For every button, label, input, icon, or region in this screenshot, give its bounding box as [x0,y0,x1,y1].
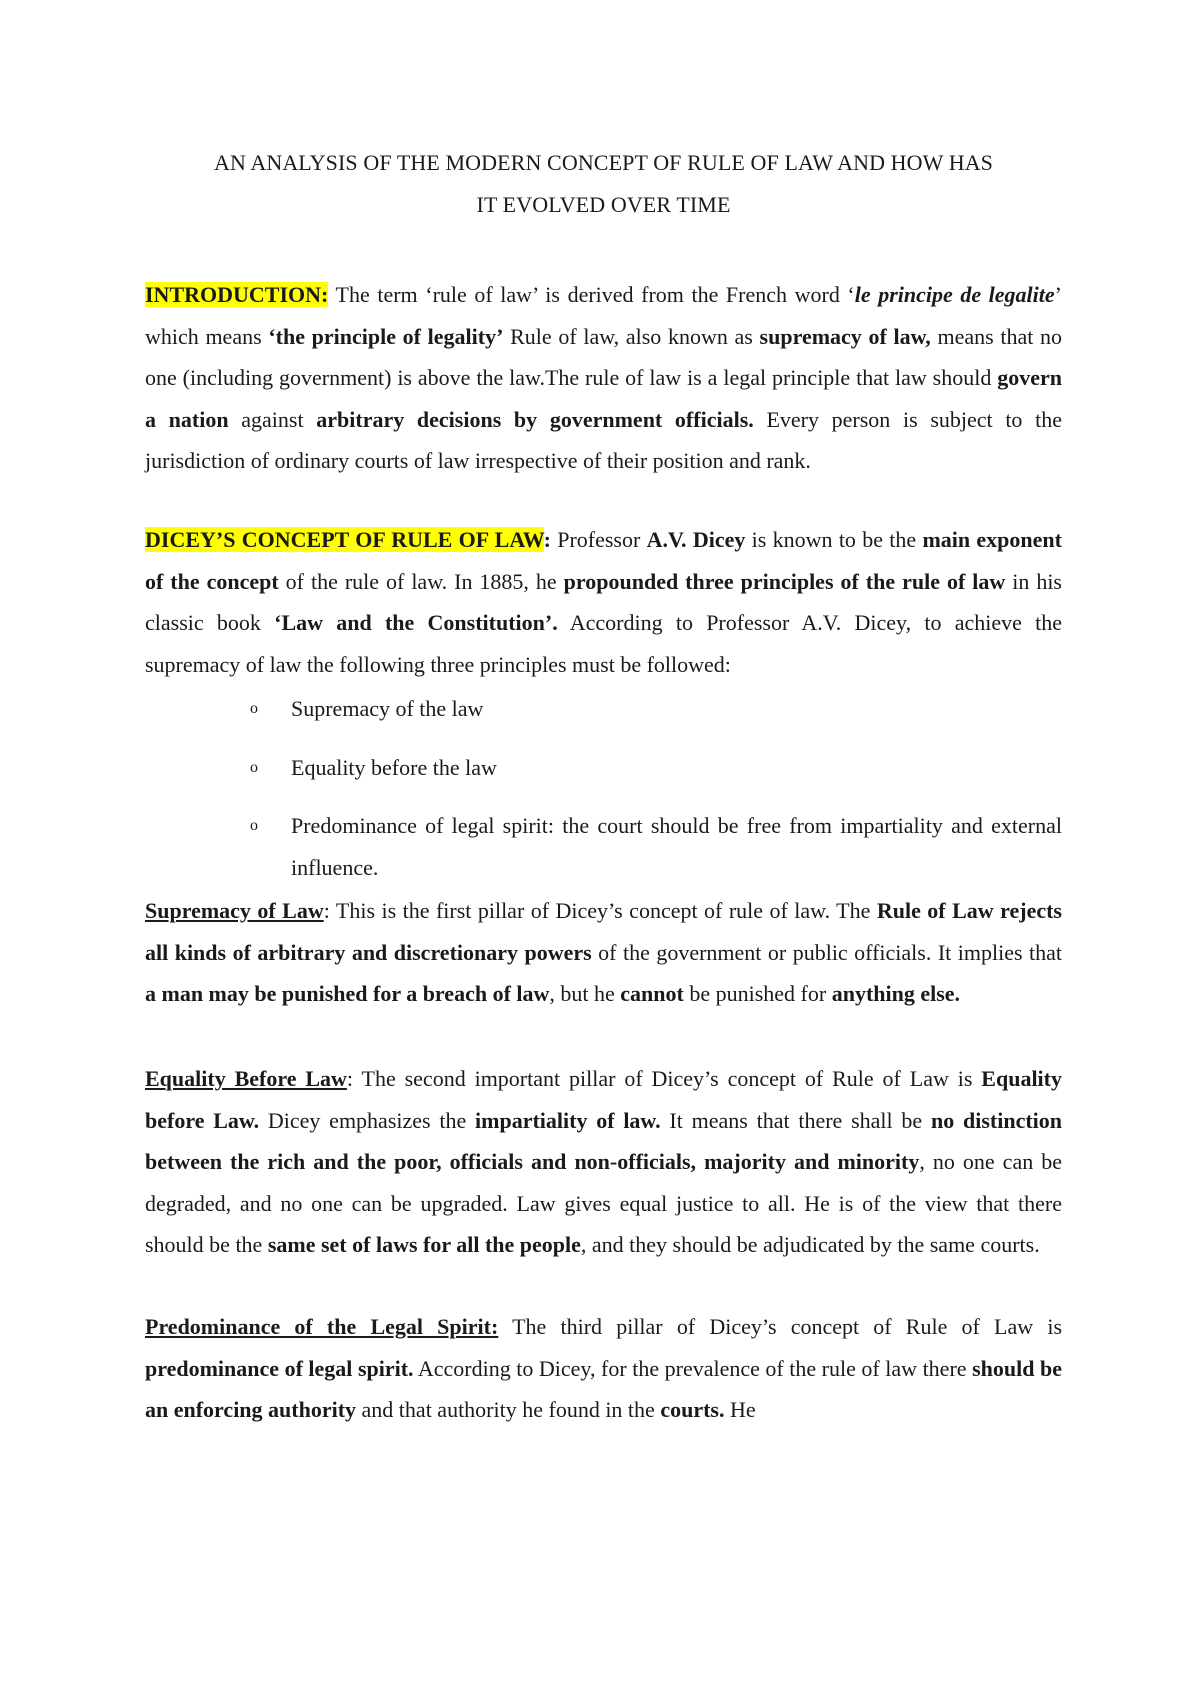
principles-list [145,688,1062,905]
supremacy-heading: Supremacy of Law [145,898,324,923]
list-item: o Supremacy of the law [145,688,1062,730]
introduction-paragraph: INTRODUCTION: The term ‘rule of law’ is derived from the French word ‘le principe de legalite’ which means ‘the principle of legality’ Rule of law, also known as supremacy of law, means that no one (including government) is above the law.The rule of law is a legal principle that law should govern a nation against arbitrary decisions by government officials. Every person is subject to the jurisdiction of ordinary courts of law irrespective of their position and rank. [145,282,1063,473]
introduction-heading: INTRODUCTION: [145,282,329,307]
dicey-concept-paragraph: DICEY’S CONCEPT OF RULE OF LAW: Professor A.V. Dicey is known to be the main exponent of the concept of the rule of law. In 1885, he propounded three principles of the rule of law in his classic book ‘Law and the Constitution’. According to Professor A.V. Dicey, to achieve the supremacy of law the following three principles must be followed: [145,527,1062,677]
predominance-heading: Predominance of the Legal Spirit: [145,1314,499,1339]
equality-paragraph: Equality Before Law: The second important pillar of Dicey’s concept of Rule of Law is Equality before Law. Dicey emphasizes the impartiality of law. It means that there shall be no distinction between the rich and the poor, officials and non-officials, majority and minority, no one can be degraded, and no one can be upgraded. Law gives equal justice to all. He is of the view that there should be the same set of laws for all the people, and they should be adjudicated by the same courts. [145,1066,1063,1257]
document-title [145,142,1062,226]
supremacy-paragraph: Supremacy of Law: This is the first pillar of Dicey’s concept of rule of law. The Rule of Law rejects all kinds of arbitrary and discretionary powers of the government or public officials. It implies that a man may be punished for a breach of law, but he cannot be punished for anything else. [145,898,1063,1006]
list-item: o Equality before the law [145,747,1062,789]
equality-heading: Equality Before Law [145,1066,347,1091]
bullet-icon: o [250,817,258,834]
bullet-icon: o [250,700,258,717]
predominance-paragraph: Predominance of the Legal Spirit: The third pillar of Dicey’s concept of Rule of Law is predominance of legal spirit. According to Dicey, for the prevalence of the rule of law there should be an enforcing authority and that authority he found in the courts. He [145,1314,1063,1422]
dicey-concept-heading: DICEY’S CONCEPT OF RULE OF LAW [145,527,544,552]
list-item: o Predominance of legal spirit: the court should be free from impartiality and external influence. [145,805,1062,888]
title-line-1: AN ANALYSIS OF THE MODERN CONCEPT OF RULE OF LAW AND HOW HAS [213,150,994,175]
bullet-icon: o [250,758,258,776]
title-line-2: IT EVOLVED OVER TIME [476,192,731,217]
